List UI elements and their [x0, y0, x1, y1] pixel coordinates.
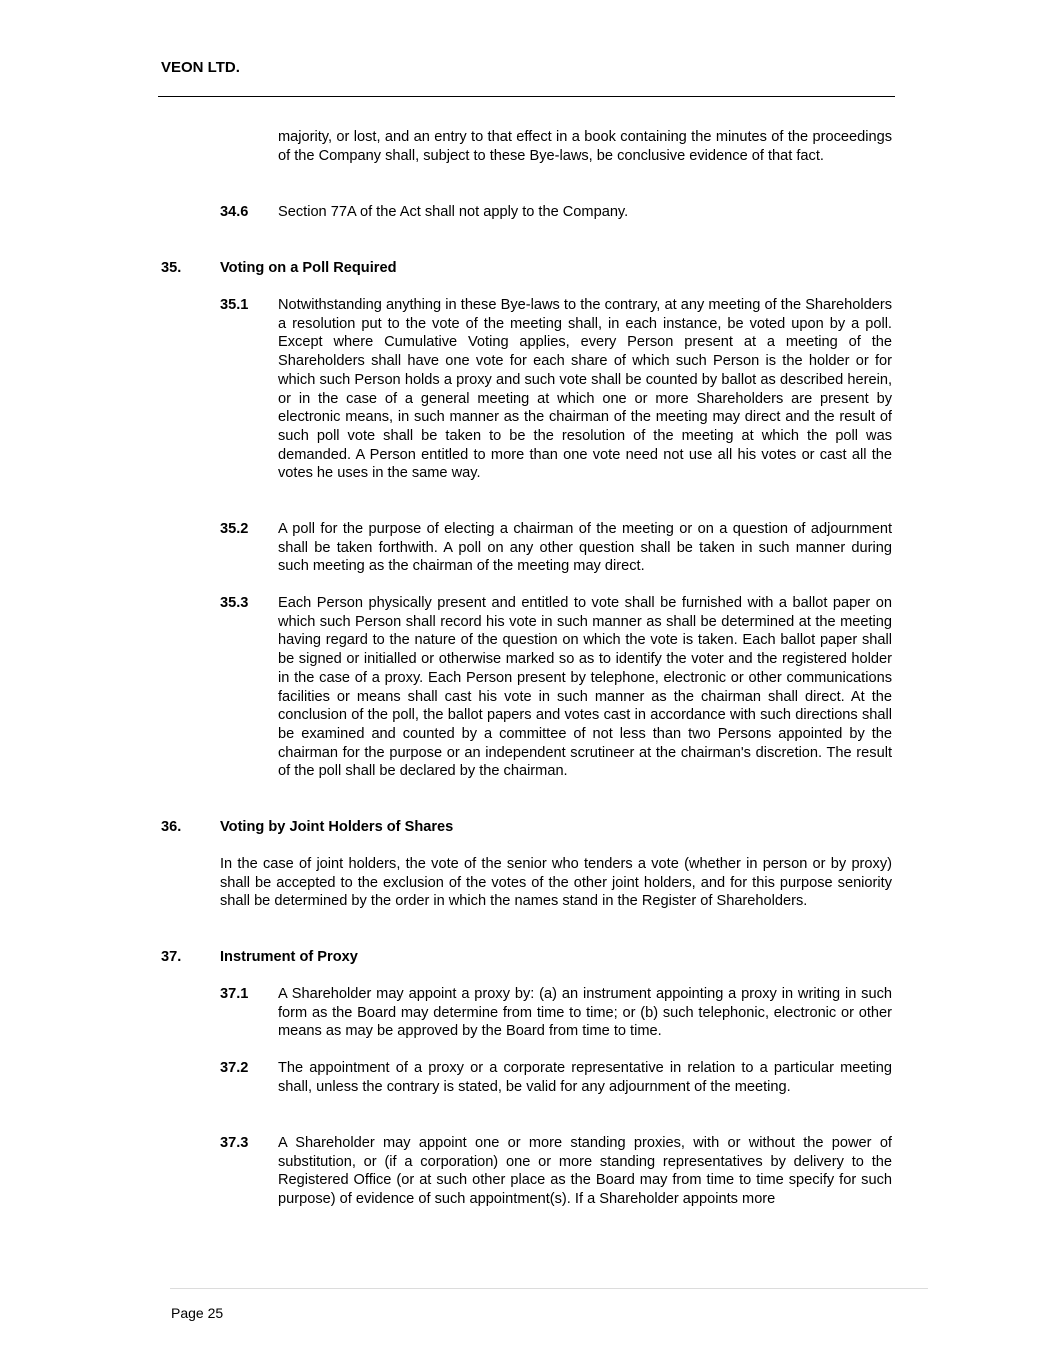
clause-number-37-2: 37.2	[220, 1060, 249, 1076]
clause-number-35-1: 35.1	[220, 297, 249, 313]
header-divider	[158, 96, 895, 97]
clause-number-37-3: 37.3	[220, 1135, 249, 1151]
clause-text-35-1: Notwithstanding anything in these Bye-laws to the contrary, at any meeting of the Shareholders a resolution put to the vote of the meeting shall, in each instance, be voted upon by a poll. Except where Cumulative Voting applies, every Person present at a meeting of the Shareholders shall have one vote for each share of which such Person is the holder or for which such Person holds a proxy and such vote shall be counted by ballot as described herein, or in the case of a general meeting at which one or more Shareholders are present by electronic means, in such manner as the chairman of the meeting may direct and the result of such poll vote shall be taken to be the resolution of the meeting at which the poll was demanded. A Person entitled to more than one vote need not use all his votes or cast all the votes he uses in the same way.	[278, 297, 892, 482]
page-number: Page 25	[171, 1305, 224, 1321]
clause-number-35-2: 35.2	[220, 521, 249, 537]
clause-text-34-6: Section 77A of the Act shall not apply to the Company.	[278, 204, 629, 220]
clause-text-37-3: A Shareholder may appoint one or more standing proxies, with or without the power of substitution, or (if a corporation) one or more standing representatives by delivery to the Registered Office (or at such other place as the Board may from time to time specify for such purpose) of evidence of such appointment(s). If a Shareholder appoints more	[278, 1135, 892, 1208]
section-number-36: 36.	[161, 819, 182, 835]
section-text-36: In the case of joint holders, the vote of the senior who tenders a vote (whether in person or by proxy) shall be accepted to the exclusion of the votes of the other joint holders, and for this purpose seniority shall be determined by the order in which the names stand in the Register of Shareholders.	[220, 856, 892, 910]
document-header-title: VEON LTD.	[161, 59, 240, 76]
clause-number-34-6: 34.6	[220, 204, 249, 220]
continued-paragraph: majority, or lost, and an entry to that effect in a book containing the minutes of the proceedings of the Company shall, subject to these Bye-laws, be conclusive evidence of that fact.	[278, 129, 892, 164]
clause-number-35-3: 35.3	[220, 595, 249, 611]
footer-divider	[170, 1288, 928, 1289]
section-title-37: Instrument of Proxy	[220, 949, 358, 965]
clause-text-35-3: Each Person physically present and entitled to vote shall be furnished with a ballot paper on which such Person shall record his vote in such manner as shall be determined at the meeting having regard to the nature of the question on which the vote is taken. Each ballot paper shall be signed or initialled or otherwise marked so as to identify the voter and the registered holder in the case of a proxy. Each Person present by telephone, electronic or other communications facilities or means shall cast his vote in such manner as the chairman shall direct. At the conclusion of the poll, the ballot papers and votes cast in accordance with such directions shall be examined and counted by a committee of not less than two Persons appointed by the chairman for the purpose or an independent scrutineer at the chairman's discretion. The result of the poll shall be declared by the chairman.	[278, 595, 892, 780]
section-title-35: Voting on a Poll Required	[220, 260, 397, 276]
section-number-35: 35.	[161, 260, 182, 276]
section-number-37: 37.	[161, 949, 182, 965]
clause-text-37-1: A Shareholder may appoint a proxy by: (a) an instrument appointing a proxy in writing in such form as the Board may determine from time to time; or (b) such telephonic, electronic or other means as may be approved by the Board from time to time.	[278, 986, 892, 1040]
clause-text-35-2: A poll for the purpose of electing a chairman of the meeting or on a question of adjournment shall be taken forthwith. A poll on any other question shall be taken in such manner during such meeting as the chairman of the meeting may direct.	[278, 521, 892, 575]
clause-number-37-1: 37.1	[220, 986, 249, 1002]
clause-text-37-2: The appointment of a proxy or a corporate representative in relation to a particular meeting shall, unless the contrary is stated, be valid for any adjournment of the meeting.	[278, 1060, 892, 1095]
section-title-36: Voting by Joint Holders of Shares	[220, 819, 454, 835]
